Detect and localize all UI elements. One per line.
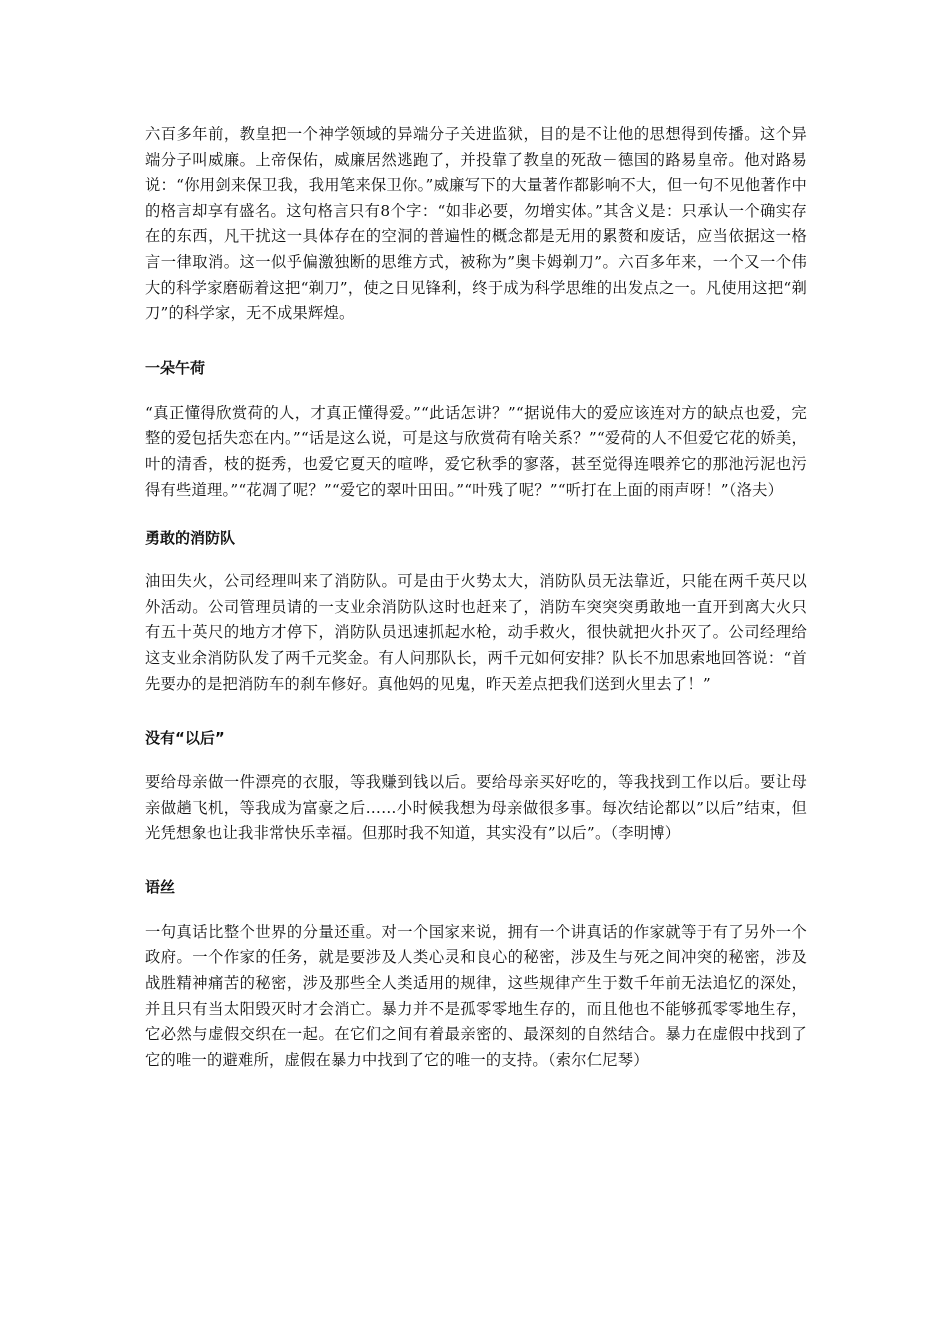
- document-page: [145, 122, 807, 1073]
- heading-brave-fire-brigade: 勇敢的消防队: [145, 529, 236, 548]
- heading-noon-lotus: 一朵午荷: [145, 358, 206, 377]
- heading-word-threads: 语丝: [145, 877, 176, 896]
- paragraph-no-later: 要给母亲做一件漂亮的衣服，等我赚到钱以后。要给母亲买好吃的，等我找到工作以后。要让母亲做趟飞机，等我成为富豪之后……小时候我想为母亲做很多事。每次结论都以”以后”结束，但光凭想象也让我非常快乐幸福。但那时我不知道，其实没有”以后”。（李明博）: [145, 773, 807, 843]
- paragraph-brave-fire-brigade: 油田失火，公司经理叫来了消防队。可是由于火势太大，消防队员无法靠近，只能在两千英尺以外活动。公司管理员请的一支业余消防队这时也赶来了，消防车突突突勇敢地一直开到离大火只有五十英尺的地方才停下，消防队员迅速抓起水枪，动手救火，很快就把火扑灭了。公司经理给这支业余消防队发了两千元奖金。有人问那队长，两千元如何安排？队长不加思索地回答说：“首先要办的是把消防车的刹车修好。真他妈的见鬼，昨天差点把我们送到火里去了！”: [145, 572, 807, 693]
- paragraph-word-threads: 一句真话比整个世界的分量还重。对一个国家来说，拥有一个讲真话的作家就等于有了另外一个政府。一个作家的任务，就是要涉及人类心灵和良心的秘密，涉及生与死之间冲突的秘密，涉及战胜精神痛苦的秘密，涉及那些全人类适用的规律，这些规律产生于数千年前无法追忆的深处，并且只有当太阳毁灭时才会消亡。暴力并不是孤零零地生存的，而且他也不能够孤零零地生存，它必然与虚假交织在一起。在它们之间有着最亲密的、最深刻的自然结合。暴力在虚假中找到了它的唯一的避难所，虚假在暴力中找到了它的唯一的支持。（索尔仁尼琴）: [145, 922, 807, 1069]
- heading-no-later: 没有“以后”: [145, 729, 225, 748]
- paragraph-noon-lotus: “真正懂得欣赏荷的人，才真正懂得爱。”“此话怎讲？”“据说伟大的爱应该连对方的缺点也爱，完整的爱包括失恋在内。”“话是这么说，可是这与欣赏荷有啥关系？”“爱荷的人不但爱它花的娇美，叶的清香，枝的挺秀，也爱它夏天的喧哗，爱它秋季的寥落，甚至觉得连喂养它的那池污泥也污得有些道理。”“花凋了呢？”“爱它的翠叶田田。”“叶残了呢？”“听打在上面的雨声呀！”（洛夫）: [145, 403, 807, 499]
- paragraph-occam-razor: 六百多年前，教皇把一个神学领域的异端分子关进监狱，目的是不让他的思想得到传播。这个异端分子叫威廉。上帝保佑，威廉居然逃跑了，并投靠了教皇的死敌－德国的路易皇帝。他对路易说：“你用剑来保卫我，我用笔来保卫你。”威廉写下的大量著作都影响不大，但一句不见他著作中的格言却享有盛名。这句格言只有8个字：“如非必要，勿增实体。”其含义是：只承认一个确实存在的东西，凡干扰这一具体存在的空洞的普遍性的概念都是无用的累赘和废话，应当依据这一格言一律取消。这一似乎偏激独断的思维方式，被称为”奥卡姆剃刀”。六百多年来，一个又一个伟大的科学家磨砺着这把“剃刀”，使之日见锋利，终于成为科学思维的出发点之一。凡使用这把“剃刀”的科学家，无不成果辉煌。: [145, 125, 807, 323]
